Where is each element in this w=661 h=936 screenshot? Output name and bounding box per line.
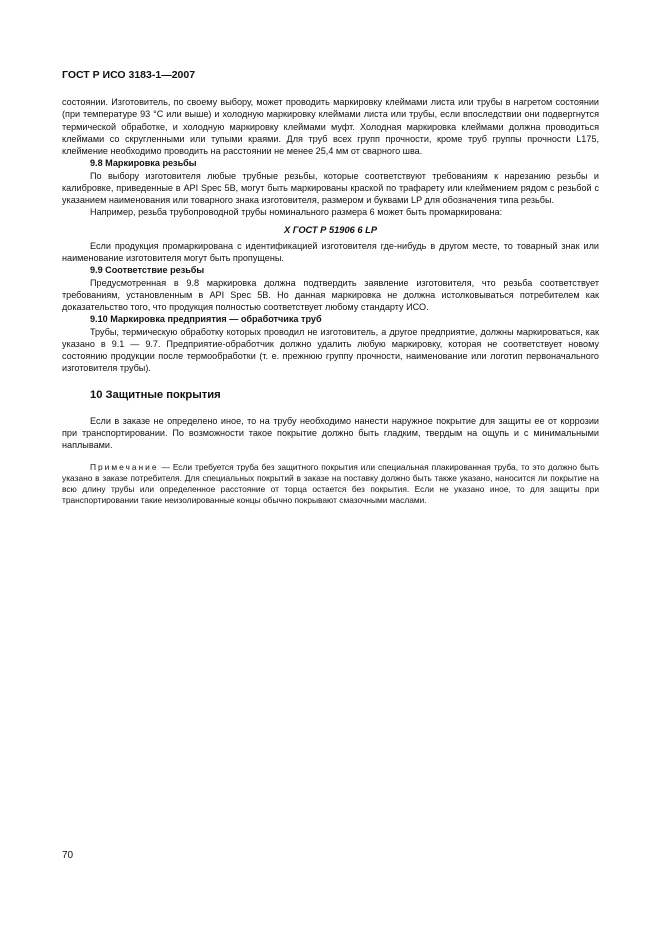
paragraph-9-8-c: Если продукция промаркирована с идентификацией изготовителя где-нибудь в другом месте, то товарный знак или наименование изготовителя могут быть пропущены. <box>62 240 599 263</box>
note <box>62 462 599 507</box>
section-heading-9-10: 9.10 Маркировка предприятия — обработчика труб <box>90 314 322 325</box>
section-heading-10: 10 Защитные покрытия <box>90 388 221 401</box>
paragraph-9-8-b: Например, резьба трубопроводной трубы номинального размера 6 может быть промаркирована: <box>90 207 503 218</box>
document-header: ГОСТ Р ИСО 3183-1—2007 <box>62 69 196 81</box>
page-content <box>62 96 599 507</box>
note-text: — Если требуется труба без защитного покрытия или специальная плакированная труба, то это должно быть указано в заказе потребителя. Для специальных покрытий в заказе на поставку должно быть также указано, наносится ли покрытие на всю длину трубы или определенное расстояние от торца остается без покрытия. Если не указано иное, то для защиты при транспортировании такие неизолированные концы обычно покрывают смазочными маслами. <box>62 461 599 506</box>
paragraph-9-9: Предусмотренная в 9.8 маркировка должна подтвердить заявление изготовителя, что резьба соответствует требованиям, установленным в API Spec 5В. Но данная маркировка не должна истолковываться потребителем как доказательство того, что продукция полностью соответствует любому стандарту ИСО. <box>62 277 599 312</box>
section-heading-9-9: 9.9 Соответствие резьбы <box>90 265 205 276</box>
section-heading-9-8: 9.8 Маркировка резьбы <box>90 158 197 169</box>
note-label: Примечание <box>90 461 159 472</box>
paragraph-10: Если в заказе не определено иное, то на трубу необходимо нанести наружное покрытие для защиты ее от коррозии при транспортировании. По возможности такое покрытие должно быть гладким, твердым на ощупь и с минимальными наплывами. <box>62 415 599 451</box>
paragraph-9-10: Трубы, термическую обработку которых проводил не изготовитель, а другое предприятие, должны маркироваться, как указано в 9.1 — 9.7. Предприятие-обработчик должно удалить любую маркировку, которая не соответствует новому состоянию продукции после термообработки (т. е. прежнюю группу прочности, наименование или логотип первоначального изготовителя трубы). <box>62 326 599 374</box>
paragraph-9-8-a: По выбору изготовителя любые трубные резьбы, которые соответствуют требованиям к нарезанию резьбы и калибровке, приведенные в API Spec 5В, могут быть маркированы краской по трафарету или клеймением рядом с резьбой с указанием наименования или товарного знака изготовителя, размером и буквами LP для обозначения типа резьбы. <box>62 170 599 205</box>
paragraph-continuation: состоянии. Изготовитель, по своему выбору, может проводить маркировку клеймами листа или трубы в нагретом состоянии (при температуре 93 °С или выше) и холодную маркировку клеймами листа или трубы, если впоследствии они подвергнутся термической обработке, и холодную маркировку клеймами муфт. Холодная маркировка клеймами должна проводиться клеймами со скругленными или тупыми краями. Для труб всех групп прочности, кроме труб группы прочности L175, клеймение необходимо проводить на расстоянии не менее 25,4 мм от сварного шва. <box>62 97 599 156</box>
page-number: 70 <box>62 850 74 861</box>
marking-example: X ГОСТ Р 51906 6 LP <box>283 224 378 235</box>
